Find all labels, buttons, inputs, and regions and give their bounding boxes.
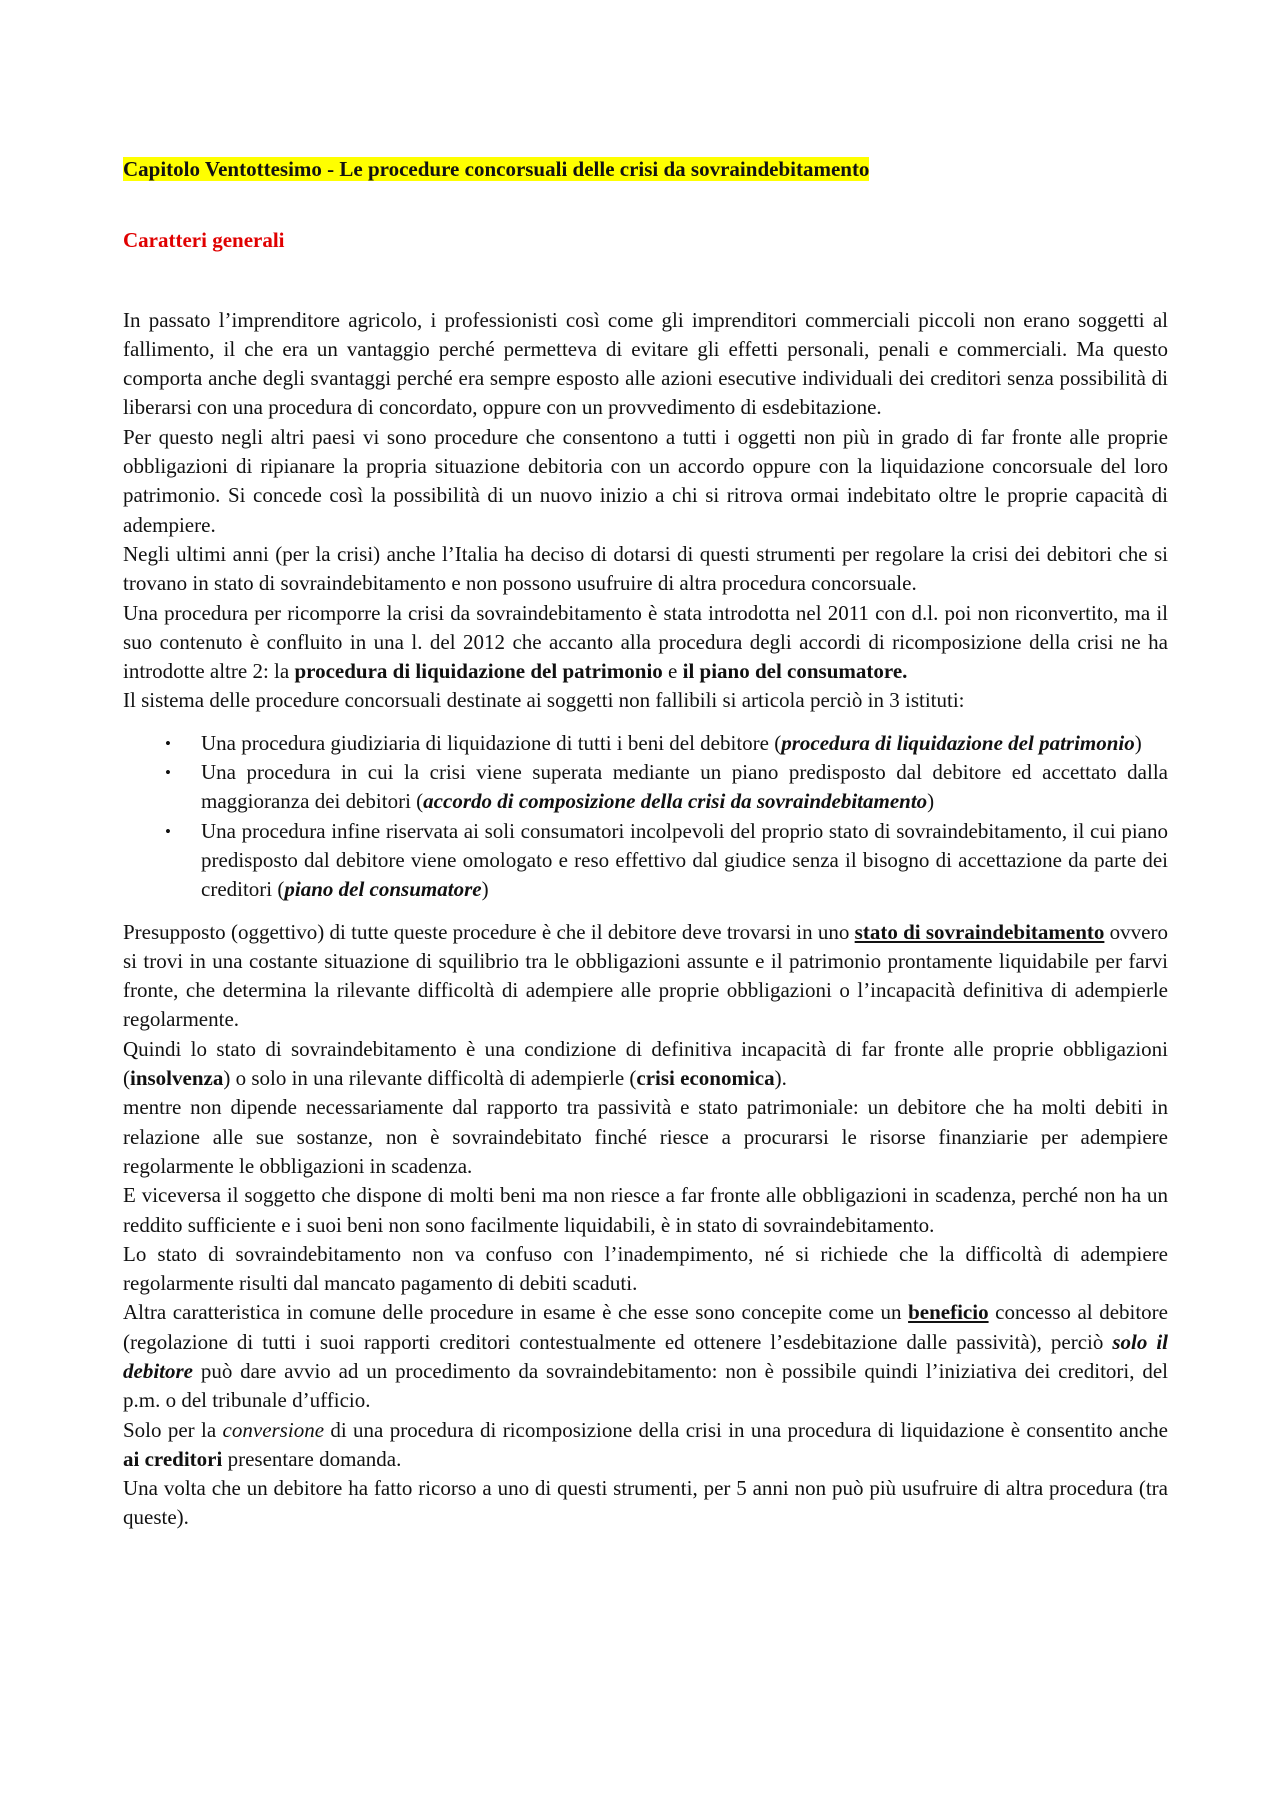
chapter-title-highlight: Capitolo Ventottesimo - Le procedure concorsuali delle crisi da sovraindebitamento bbox=[123, 157, 870, 181]
document-body bbox=[123, 306, 1168, 1533]
paragraph-7: Quindi lo stato di sovraindebitamento è una condizione di definitiva incapacità di far fronte alle proprie obbligazioni (insolvenza) o solo in una rilevante difficoltà di adempierle (crisi economica). bbox=[123, 1036, 1168, 1091]
list-item: • Una procedura infine riservata ai soli consumatori incolpevoli del proprio stato di sovraindebitamento, il cui piano predisposto dal debitore viene omologato e reso effettivo dal giudice senza il bisogno di accettazione da parte dei creditori (piano del consumatore) bbox=[165, 818, 1168, 902]
bold-italic-term: procedura di liquidazione del patrimonio bbox=[781, 730, 1135, 755]
paragraph-1: In passato l’imprenditore agricolo, i professionisti così come gli imprenditori commerciali piccoli non erano soggetti al fallimento, il che era un vantaggio perché permetteva di evitare gli effetti personali, penali e commerciali. Ma questo comporta anche degli svantaggi perché era sempre esposto alle azioni esecutive individuali dei creditori senza possibilità di liberarsi con una procedura di concordato, oppure con un provvedimento di esdebitazione. bbox=[123, 307, 1168, 420]
section-heading: Caratteri generali bbox=[123, 228, 285, 253]
bold-underlined-term: stato di sovraindebitamento bbox=[854, 919, 1105, 944]
paragraph-2: Per questo negli altri paesi vi sono procedure che consentono a tutti i oggetti non più in grado di far fronte alle proprie obbligazioni di ripianare la propria situazione debitoria con un accordo oppure con la liquidazione concorsuale del loro patrimonio. Si concede così la possibilità di un nuovo inizio a chi si ritrova ormai indebitato oltre le proprie capacità di adempiere. bbox=[123, 424, 1168, 537]
paragraph-8: mentre non dipende necessariamente dal rapporto tra passività e stato patrimoniale: un debitore che ha molti debiti in relazione alle sue sostanze, non è sovraindebitato finché riesce a procurarsi le risorse finanziarie per adempiere regolarmente le obbligazioni in scadenza. bbox=[123, 1095, 1168, 1178]
bold-italic-term: piano del consumatore bbox=[284, 877, 482, 902]
chapter-title bbox=[123, 155, 1168, 184]
bold-italic-term: accordo di composizione della crisi da sovraindebitamento bbox=[423, 789, 928, 814]
paragraph-3: Negli ultimi anni (per la crisi) anche l’Italia ha deciso di dotarsi di questi strumenti per regolare la crisi dei debitori che si trovano in stato di sovraindebitamento e non possono usufruire di altra procedura concorsuale. bbox=[123, 541, 1168, 596]
list-item: • Una procedura giudiziaria di liquidazione di tutti i beni del debitore (procedura di liquidazione del patrimonio) bbox=[123, 729, 1168, 758]
paragraph-6: Presupposto (oggettivo) di tutte queste procedure è che il debitore deve trovarsi in uno stato di sovraindebitamento ovvero si trovi in una costante situazione di squilibrio tra le obbligazioni assunte e il patrimonio prontamente liquidabile per farvi fronte, che determina la rilevante difficoltà di adempiere alle proprie obbligazioni o l’incapacità definitiva di adempierle regolarmente. bbox=[123, 919, 1168, 1032]
bullet-icon: • bbox=[165, 763, 171, 783]
paragraph-9: E viceversa il soggetto che dispone di molti beni ma non riesce a far fronte alle obbligazioni in scadenza, perché non ha un reddito sufficiente e i suoi beni non sono facilmente liquidabili, è in stato di sovraindebitamento. bbox=[123, 1183, 1168, 1237]
paragraph-10: Lo stato di sovraindebitamento non va confuso con l’inadempimento, né si richiede che la difficoltà di adempiere regolarmente risulti dal mancato pagamento di debiti scaduti. bbox=[123, 1241, 1168, 1296]
bullet-list bbox=[123, 729, 1168, 905]
document-content bbox=[123, 155, 1168, 1533]
bullet-icon: • bbox=[165, 821, 171, 841]
paragraph-5: Il sistema delle procedure concorsuali destinate ai soggetti non fallibili si articola perciò in 3 istituti: bbox=[123, 688, 965, 713]
bold-term: insolvenza bbox=[130, 1066, 224, 1091]
paragraph-13: Una volta che un debitore ha fatto ricorso a uno di questi strumenti, per 5 anni non può più usufruire di altra procedura (tra queste). bbox=[123, 1476, 1168, 1530]
bullet-icon: • bbox=[165, 733, 171, 753]
bold-underlined-term: beneficio bbox=[908, 1300, 989, 1325]
italic-term: conversione bbox=[222, 1417, 325, 1442]
paragraph-12: Solo per la conversione di una procedura di ricomposizione della crisi in una procedura di liquidazione è consentito anche ai creditori presentare domanda. bbox=[123, 1417, 1168, 1471]
bold-term: procedura di liquidazione del patrimonio bbox=[294, 659, 663, 684]
paragraph-11: Altra caratteristica in comune delle procedure in esame è che esse sono concepite come un beneficio concesso al debitore (regolazione di tutti i suoi rapporti creditori contestualmente ed ottenere l’esdebitazione dalle passività), perciò solo il debitore può dare avvio ad un procedimento da sovraindebitamento: non è possibile quindi l’iniziativa dei creditori, del p.m. o del tribunale d’ufficio. bbox=[123, 1300, 1168, 1413]
bold-italic-term: solo il debitore bbox=[123, 1329, 1168, 1383]
bold-term: crisi economica bbox=[636, 1066, 775, 1091]
paragraph-4: Una procedura per ricomporre la crisi da sovraindebitamento è stata introdotta nel 2011 con d.l. poi non riconvertito, ma il suo contenuto è confluito in una l. del 2012 che accanto alla procedura degli accordi di ricomposizione della crisi ne ha introdotte altre 2: la procedura di liquidazione del patrimonio e il piano del consumatore. bbox=[123, 600, 1168, 684]
bold-term: ai creditori bbox=[123, 1446, 223, 1471]
list-item: • Una procedura in cui la crisi viene superata mediante un piano predisposto dal debitore ed accettato dalla maggioranza dei debitori (accordo di composizione della crisi da sovraindebitamento) bbox=[165, 760, 1168, 814]
bold-term: il piano del consumatore. bbox=[682, 659, 908, 684]
